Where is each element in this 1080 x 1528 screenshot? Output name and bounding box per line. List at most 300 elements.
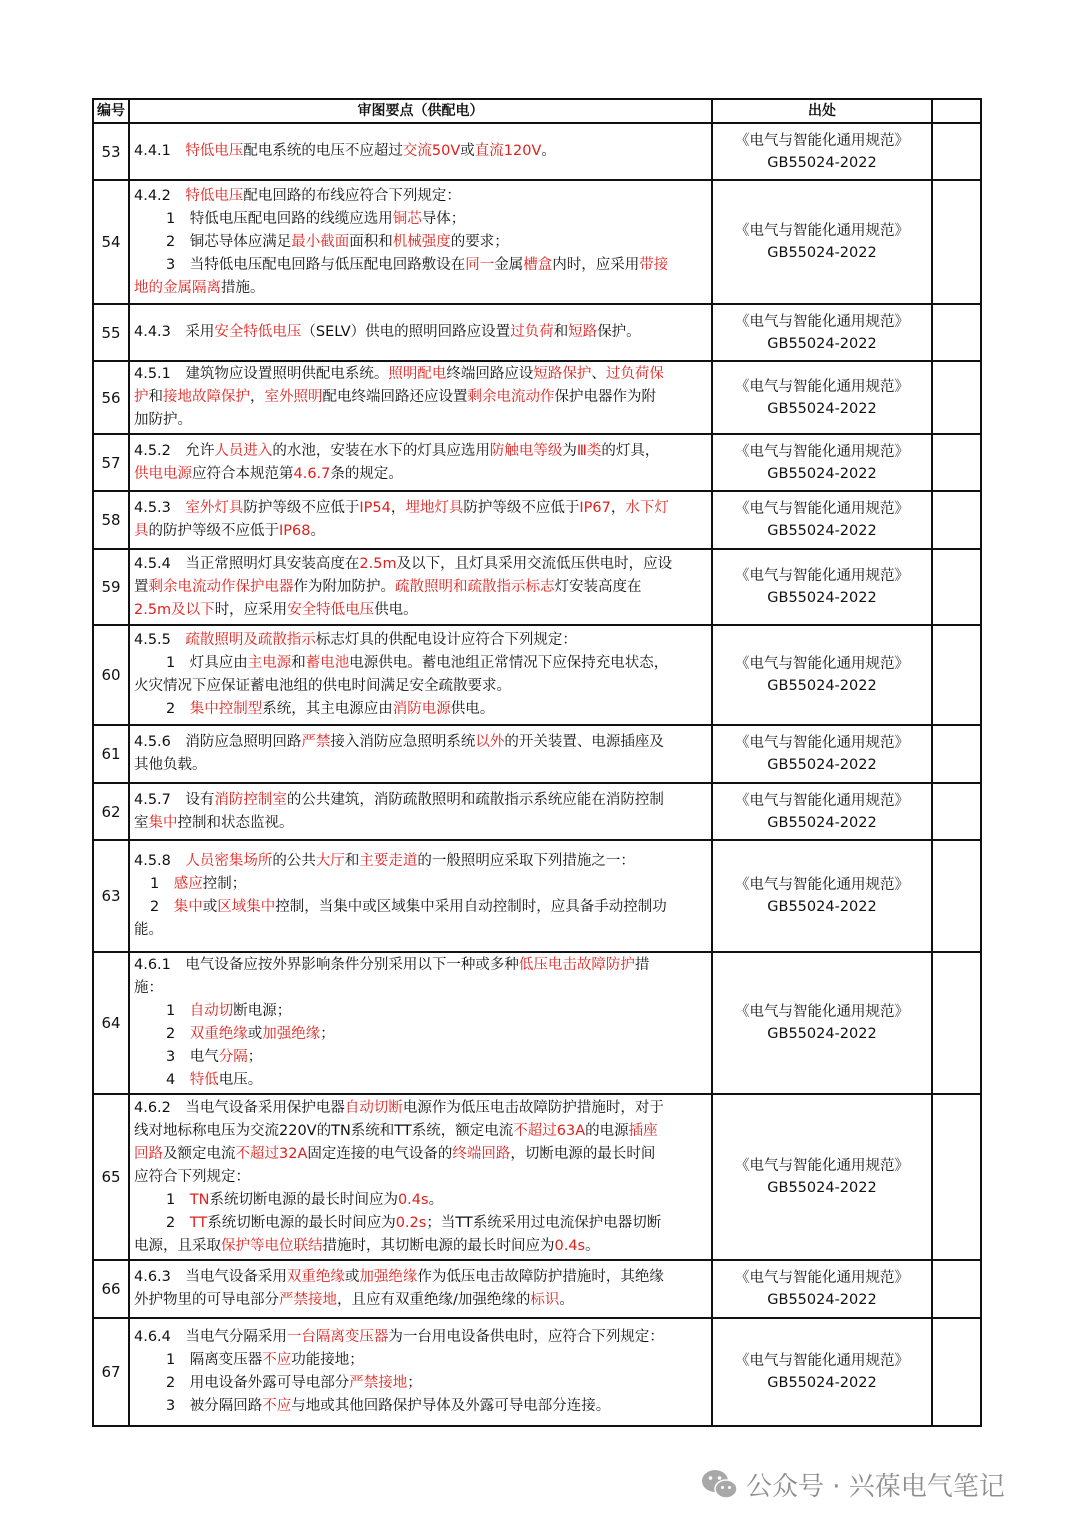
source-title: 《电气与智能化通用规范》 <box>735 1158 909 1174</box>
highlighted-term: 接地故障保护 <box>163 389 250 405</box>
highlighted-term: 安全特低电压 <box>214 324 302 340</box>
source-title: 《电气与智能化通用规范》 <box>735 223 909 239</box>
highlighted-term: 自动切断 <box>344 1099 403 1116</box>
source-title: 《电气与智能化通用规范》 <box>735 1270 909 1286</box>
highlighted-term: 消防控制室 <box>214 791 287 808</box>
highlighted-term: 带接 <box>639 256 669 273</box>
text-line <box>134 553 708 576</box>
text-line <box>134 497 708 520</box>
text-line <box>134 277 708 300</box>
text-segment: 4.4.2 <box>134 187 186 204</box>
text-segment: 条的规定。 <box>330 465 403 482</box>
watermark <box>700 1462 1005 1506</box>
text-segment: 措施。 <box>221 279 265 296</box>
text-segment: 及额定电流 <box>163 1145 236 1162</box>
text-segment: 1 特低电压配电回路的线缆应选用 <box>166 210 393 227</box>
source-cell <box>712 783 932 840</box>
text-segment: 4.4.1 <box>134 143 186 159</box>
table-row <box>93 840 981 952</box>
highlighted-term: 防触电等级 <box>489 442 563 459</box>
row-number: 56 <box>93 361 129 434</box>
text-segment: 外护物里的可导电部分 <box>134 1292 279 1308</box>
text-segment: 断电源； <box>233 1003 292 1019</box>
row-number: 59 <box>93 549 129 625</box>
text-segment: 1 <box>166 1191 190 1208</box>
blank-cell <box>932 840 981 952</box>
source-cell <box>712 549 932 625</box>
highlighted-term: 过负荷保 <box>605 366 664 382</box>
text-line <box>134 850 708 873</box>
text-segment: 室 <box>134 814 149 831</box>
highlighted-term: 安全特低电压 <box>287 601 375 618</box>
text-segment: ； <box>407 1375 422 1391</box>
table-header-row <box>93 99 981 123</box>
highlighted-term: 集中 <box>173 899 203 915</box>
highlighted-term: 铜芯 <box>392 210 422 227</box>
text-segment: 防护等级不应低于 <box>243 500 360 516</box>
text-line <box>134 409 708 432</box>
source-code: GB55024-2022 <box>767 335 877 352</box>
source-code: GB55024-2022 <box>767 465 877 482</box>
text-segment: 1 隔离变压器 <box>166 1352 263 1368</box>
highlighted-term: 2.5m及以下 <box>134 601 215 618</box>
highlighted-term: 0.4s <box>554 1237 586 1254</box>
text-segment: 终端回路应设 <box>446 366 534 382</box>
text-segment: 4.5.5 <box>134 632 186 648</box>
text-segment: 配电系统的电压不应超过 <box>243 143 403 159</box>
table-row <box>93 491 981 549</box>
text-segment: 置 <box>134 578 149 595</box>
table-row <box>93 1094 981 1260</box>
text-segment: 。 <box>585 1237 600 1254</box>
text-line <box>134 1143 708 1166</box>
table-row <box>93 361 981 434</box>
text-segment: 固定连接的电气设备的 <box>307 1145 453 1162</box>
text-segment: 配电终端回路还应设置 <box>322 389 468 405</box>
review-point-text <box>129 361 712 434</box>
text-segment: 4.6.2 当电气设备采用保护电器 <box>134 1099 345 1116</box>
source-code: GB55024-2022 <box>767 814 877 831</box>
text-segment: 。 <box>541 143 556 159</box>
text-segment: 线对地标称电压为交流220V的TN系统和TT系统，额定电流 <box>134 1122 514 1139</box>
review-point-text <box>129 1318 712 1426</box>
table-row <box>93 123 981 180</box>
text-segment: 4.5.7 设有 <box>134 791 215 808</box>
highlighted-term: 插座 <box>628 1122 658 1139</box>
row-number: 63 <box>93 840 129 952</box>
source-code: GB55024-2022 <box>767 1292 877 1308</box>
source-code: GB55024-2022 <box>767 1180 877 1196</box>
text-segment: 或 <box>344 1269 360 1285</box>
review-point-text <box>129 180 712 304</box>
text-segment: 4 <box>166 1072 190 1088</box>
table-body <box>93 123 981 1426</box>
blank-cell <box>932 549 981 625</box>
text-line <box>134 954 708 977</box>
blank-cell <box>932 1094 981 1260</box>
row-number: 53 <box>93 123 129 180</box>
text-segment: 电源作为低压电击故障防护措施时，对于 <box>402 1099 664 1116</box>
text-segment: 内时，应采用 <box>552 256 640 273</box>
text-segment: 作为低压电击故障防护措施时，其绝缘 <box>417 1269 664 1285</box>
table-row <box>93 952 981 1094</box>
text-line <box>134 363 708 386</box>
row-number: 64 <box>93 952 129 1094</box>
table-row <box>93 625 981 725</box>
source-code: GB55024-2022 <box>767 245 877 261</box>
highlighted-term: 交流50V <box>402 143 461 159</box>
highlighted-term: 特低电压 <box>185 143 244 159</box>
text-line <box>134 698 708 721</box>
text-line <box>134 675 708 698</box>
text-line <box>134 754 708 777</box>
table-row <box>93 1260 981 1318</box>
text-line <box>134 140 708 163</box>
review-point-text <box>129 840 712 952</box>
row-number: 62 <box>93 783 129 840</box>
text-segment: 施： <box>134 980 163 996</box>
row-number: 54 <box>93 180 129 304</box>
text-segment: 4.4.3 采用 <box>134 324 215 340</box>
text-segment: 。 <box>310 523 325 539</box>
highlighted-term: 一台隔离变压器 <box>286 1329 389 1345</box>
highlighted-term: 大厅 <box>315 853 345 869</box>
text-segment: 的水池，安装在水下的灯具应选用 <box>272 442 490 459</box>
row-number: 66 <box>93 1260 129 1318</box>
text-segment: 或 <box>460 143 475 159</box>
source-code: GB55024-2022 <box>767 1026 877 1042</box>
text-segment: 电源供电。蓄电池组正常情况下应保持充电状态， <box>349 655 669 671</box>
highlighted-term: 特低 <box>189 1072 219 1088</box>
text-segment: 防护等级不应低于 <box>463 500 580 516</box>
table-row <box>93 1318 981 1426</box>
highlighted-term: 短路 <box>568 324 598 340</box>
review-point-text <box>129 783 712 840</box>
highlighted-term: 0.2s <box>395 1214 427 1231</box>
highlighted-term: 机械强度 <box>392 233 451 250</box>
text-segment: 和 <box>344 853 360 869</box>
source-code: GB55024-2022 <box>767 523 877 539</box>
text-segment: 措 <box>634 957 650 973</box>
text-line <box>134 1023 708 1046</box>
text-segment: 导体； <box>421 210 466 227</box>
highlighted-term: 不超过32A <box>235 1145 308 1162</box>
text-line <box>134 1235 708 1258</box>
text-segment: ；当TT系统采用过电流保护电器切断 <box>426 1214 662 1231</box>
highlighted-term: 埋地灯具 <box>405 500 464 516</box>
table-row <box>93 434 981 491</box>
highlighted-term: 加强绝缘 <box>262 1026 321 1042</box>
review-point-text <box>129 1094 712 1260</box>
highlighted-term: 短路保护 <box>533 366 592 382</box>
source-code: GB55024-2022 <box>767 154 877 171</box>
text-segment: 2 用电设备外露可导电部分 <box>166 1375 350 1391</box>
text-segment: 2 <box>166 701 190 717</box>
row-number: 67 <box>93 1318 129 1426</box>
source-title: 《电气与智能化通用规范》 <box>735 132 909 149</box>
row-number: 60 <box>93 625 129 725</box>
header-number: 编号 <box>93 99 129 123</box>
review-point-text <box>129 625 712 725</box>
highlighted-term: 特低电压 <box>185 187 244 204</box>
text-segment: 保护。 <box>597 324 641 340</box>
text-segment: ， <box>250 389 265 405</box>
review-point-text <box>129 434 712 491</box>
blank-cell <box>932 434 981 491</box>
text-line <box>134 1097 708 1120</box>
highlighted-term: 不应 <box>262 1398 292 1414</box>
text-segment: 3 当特低电压配电回路与低压配电回路敷设在 <box>166 256 466 273</box>
highlighted-term: 不应 <box>262 1352 292 1368</box>
source-title: 《电气与智能化通用规范》 <box>735 378 909 395</box>
highlighted-term: 具 <box>134 523 149 539</box>
text-segment: 4.5.6 消防应急照明回路 <box>134 734 302 750</box>
text-segment: 与地或其他回路保护导体及外露可导电部分连接。 <box>291 1398 611 1414</box>
highlighted-term: 严禁接地 <box>349 1375 408 1391</box>
source-title: 《电气与智能化通用规范》 <box>735 501 909 517</box>
text-segment: 作为附加防护。 <box>293 578 395 595</box>
source-cell <box>712 840 932 952</box>
highlighted-term: 剩余电流动作 <box>467 389 555 405</box>
source-title: 《电气与智能化通用规范》 <box>735 1353 909 1369</box>
text-segment: 1 <box>166 1003 190 1019</box>
text-segment: 的一般照明应采取下列措施之一： <box>417 853 635 869</box>
highlighted-term: 集中 <box>148 814 178 831</box>
text-line <box>134 208 708 231</box>
text-segment: 的防护等级不应低于 <box>148 523 279 539</box>
source-cell <box>712 625 932 725</box>
highlighted-term: Ⅲ类 <box>576 442 602 459</box>
text-segment: ， <box>390 500 406 516</box>
text-segment: 灯安装高度在 <box>554 578 642 595</box>
review-table <box>92 98 982 1427</box>
review-point-text <box>129 549 712 625</box>
wechat-icon <box>700 1467 738 1501</box>
highlighted-term: 人员密集场所 <box>185 853 273 869</box>
highlighted-term: 疏散照明和疏散指示标志 <box>395 578 555 595</box>
source-title: 《电气与智能化通用规范》 <box>735 313 909 330</box>
text-segment: 加防护。 <box>134 412 192 428</box>
text-line <box>134 440 708 463</box>
text-segment: 的要求； <box>450 233 509 250</box>
highlighted-term: 集中控制型 <box>189 701 263 717</box>
text-segment: 3 被分隔回路 <box>166 1398 263 1414</box>
source-cell <box>712 361 932 434</box>
text-segment: 4.5.8 <box>134 853 186 869</box>
row-number: 61 <box>93 725 129 783</box>
header-source: 出处 <box>712 99 932 123</box>
highlighted-term: 蓄电池 <box>305 655 350 671</box>
text-segment: 功能接地； <box>291 1352 364 1368</box>
text-segment: 。 <box>559 1292 574 1308</box>
highlighted-term: 标识 <box>530 1292 560 1308</box>
text-segment: 的灯具， <box>601 442 660 459</box>
source-code: GB55024-2022 <box>767 757 877 773</box>
text-segment: 供电。 <box>450 701 495 717</box>
source-cell <box>712 725 932 783</box>
text-segment: 或 <box>247 1026 263 1042</box>
highlighted-term: 过负荷 <box>510 324 554 340</box>
source-cell <box>712 1318 932 1426</box>
text-segment: 能。 <box>134 922 163 938</box>
source-cell <box>712 1260 932 1318</box>
text-segment: ，且应有双重绝缘/加强绝缘的 <box>337 1292 531 1308</box>
source-code: GB55024-2022 <box>767 1375 877 1391</box>
source-code: GB55024-2022 <box>767 899 877 915</box>
blank-cell <box>932 952 981 1094</box>
highlighted-term: IP68 <box>279 523 311 539</box>
highlighted-term: 双重绝缘 <box>189 1026 248 1042</box>
highlighted-term: 分隔 <box>218 1049 248 1065</box>
text-line <box>134 520 708 543</box>
text-line <box>134 1189 708 1212</box>
highlighted-term: 0.4s <box>397 1191 429 1208</box>
table-row <box>93 304 981 361</box>
highlighted-term: 直流120V <box>474 143 542 159</box>
text-segment: ，切断电源的最长时间 <box>510 1145 656 1162</box>
row-number: 55 <box>93 304 129 361</box>
row-number: 65 <box>93 1094 129 1260</box>
review-point-text <box>129 1260 712 1318</box>
highlighted-term: 4.6.7 <box>293 465 331 482</box>
header-blank <box>932 99 981 123</box>
highlighted-term: 最小截面 <box>291 233 350 250</box>
text-segment: 接入消防应急照明系统 <box>330 734 476 750</box>
text-segment: 系统切断电源的最长时间应为 <box>209 1191 398 1208</box>
blank-cell <box>932 1260 981 1318</box>
text-segment: 2 <box>150 899 174 915</box>
text-line <box>134 599 708 622</box>
blank-cell <box>932 491 981 549</box>
highlighted-term: 主要走道 <box>359 853 418 869</box>
text-segment: 应符合下列规定： <box>134 1168 250 1185</box>
highlighted-term: TT <box>189 1214 208 1231</box>
text-segment: 和 <box>291 655 306 671</box>
text-segment: 的公共建筑，消防疏散照明和疏散指示系统应能在消防控制 <box>286 791 664 808</box>
blank-cell <box>932 1318 981 1426</box>
source-cell <box>712 434 932 491</box>
text-line <box>134 1326 708 1349</box>
highlighted-term: 槽盒 <box>523 256 553 273</box>
table-row <box>93 783 981 840</box>
highlighted-term: 剩余电流动作保护电器 <box>148 578 294 595</box>
source-cell <box>712 123 932 180</box>
text-line <box>134 1046 708 1069</box>
highlighted-term: 加强绝缘 <box>359 1269 418 1285</box>
text-segment: 标志灯具的供配电设计应符合下列规定： <box>315 632 577 648</box>
text-segment: 4.5.2 允许 <box>134 442 215 459</box>
source-title: 《电气与智能化通用规范》 <box>735 1004 909 1020</box>
text-line <box>134 254 708 277</box>
highlighted-term: 同一 <box>465 256 495 273</box>
text-line <box>134 1000 708 1023</box>
text-line <box>134 629 708 652</box>
source-title: 《电气与智能化通用规范》 <box>735 656 909 672</box>
blank-cell <box>932 625 981 725</box>
text-segment: 系统切断电源的最长时间应为 <box>207 1214 396 1231</box>
text-line <box>134 1166 708 1189</box>
text-segment: 或 <box>202 899 218 915</box>
highlighted-term: 2.5m <box>359 555 397 572</box>
text-segment: 保护电器作为附 <box>554 389 656 405</box>
text-segment: 、 <box>591 366 606 382</box>
text-segment: 4.5.4 当正常照明灯具安装高度在 <box>134 555 360 572</box>
review-point-text <box>129 491 712 549</box>
review-point-text <box>129 304 712 361</box>
text-line <box>134 185 708 208</box>
text-line <box>134 231 708 254</box>
highlighted-term: 终端回路 <box>452 1145 511 1162</box>
text-segment: 控制； <box>202 876 247 892</box>
text-segment: 应符合本规范第 <box>192 465 294 482</box>
text-line <box>134 873 708 896</box>
highlighted-term: 室外照明 <box>264 389 323 405</box>
text-segment: 2 <box>166 1026 190 1042</box>
text-segment: 金属 <box>494 256 524 273</box>
row-number: 57 <box>93 434 129 491</box>
table-row <box>93 180 981 304</box>
highlighted-term: 水下灯 <box>625 500 669 516</box>
highlighted-term: 消防电源 <box>392 701 451 717</box>
text-segment: 和 <box>148 389 163 405</box>
text-line <box>134 1069 708 1092</box>
text-line <box>134 919 708 942</box>
highlighted-term: 疏散照明及疏散指示 <box>185 632 316 648</box>
text-line <box>134 1212 708 1235</box>
text-segment: 4.6.4 当电气分隔采用 <box>134 1329 287 1345</box>
text-segment: 控制和状态监视。 <box>177 814 294 831</box>
highlighted-term: 保护等电位联结 <box>221 1237 323 1254</box>
text-segment: 4.6.3 当电气设备采用 <box>134 1269 287 1285</box>
text-segment: 2 铜芯导体应满足 <box>166 233 292 250</box>
source-code: GB55024-2022 <box>767 590 877 606</box>
text-segment: 时，应采用 <box>214 601 288 618</box>
highlighted-term: IP54 <box>359 500 391 516</box>
source-cell <box>712 952 932 1094</box>
highlighted-term: 低压电击故障防护 <box>518 957 635 973</box>
text-line <box>134 1372 708 1395</box>
highlighted-term: IP67 <box>579 500 611 516</box>
source-cell <box>712 1094 932 1260</box>
text-line <box>134 652 708 675</box>
text-segment: ； <box>247 1049 263 1065</box>
text-line <box>134 1120 708 1143</box>
source-title: 《电气与智能化通用规范》 <box>735 568 909 584</box>
highlighted-term: 以外 <box>475 734 505 750</box>
highlighted-term: 回路 <box>134 1145 163 1162</box>
text-line <box>134 812 708 835</box>
text-segment: 和 <box>553 324 569 340</box>
source-title: 《电气与智能化通用规范》 <box>735 792 909 809</box>
text-line <box>134 1395 708 1418</box>
text-segment: 其他负载。 <box>134 757 207 773</box>
highlighted-term: TN <box>189 1191 210 1208</box>
highlighted-term: 护 <box>134 389 149 405</box>
table-row <box>93 725 981 783</box>
text-segment: 电源，且采取 <box>134 1237 221 1254</box>
blank-cell <box>932 123 981 180</box>
text-segment: 的电源 <box>585 1122 629 1139</box>
text-line <box>134 977 708 1000</box>
highlighted-term: 区域集中 <box>217 899 276 915</box>
text-segment: （SELV）供电的照明回路应设置 <box>301 324 511 340</box>
text-segment: 面积和 <box>349 233 393 250</box>
text-segment: 4.6.1 电气设备应按外界影响条件分别采用以下一种或多种 <box>134 957 519 973</box>
text-segment: 配电回路的布线应符合下列规定： <box>243 187 461 204</box>
text-segment: 电压。 <box>218 1072 263 1088</box>
text-segment: 供电。 <box>374 601 418 618</box>
text-segment: 系统，其主电源应由 <box>262 701 393 717</box>
